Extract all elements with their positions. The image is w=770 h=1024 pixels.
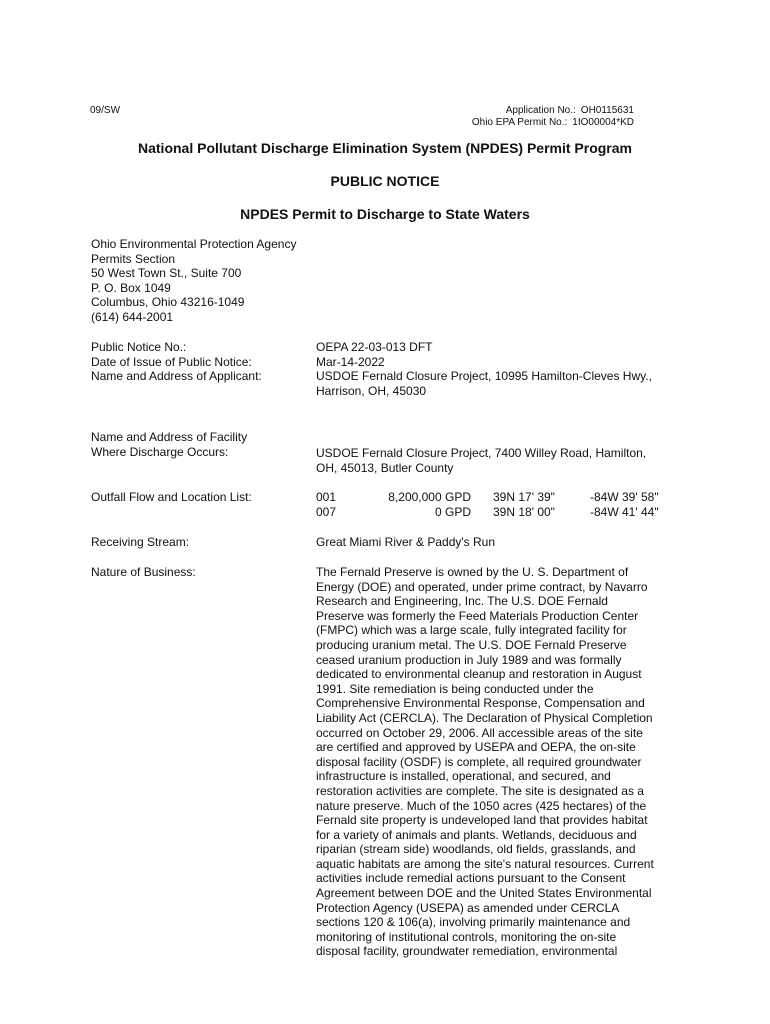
business-description-line: disposal facility, groundwater remediation, environmental: [316, 944, 618, 959]
receiving-stream: Great Miami River & Paddy's Run: [316, 535, 496, 549]
business-description-line: Research and Engineering, Inc. The U.S. DOE Fernald: [316, 594, 608, 609]
business-label: Nature of Business:: [91, 565, 196, 579]
permit-title: NPDES Permit to Discharge to State Waters: [240, 206, 530, 222]
business-description-line: Protection Agency (USEPA) as amended under CERCLA: [316, 900, 620, 915]
outfall-label: Outfall Flow and Location List:: [91, 490, 252, 504]
applicant-label: Name and Address of Applicant:: [91, 369, 262, 384]
business-description-line: occurred on October 29, 2006. All accessible areas of the site: [316, 725, 643, 740]
business-description-line: monitoring of institutional controls, monitoring the on-site: [316, 929, 617, 944]
application-label: Application No.:: [505, 105, 576, 116]
business-description-line: for a variety of animals and plants. Wetlands, deciduous and: [316, 827, 637, 842]
agency-pobox: P. O. Box 1049: [91, 280, 171, 295]
business-description-line: Liability Act (CERCLA). The Declaration of Physical Completion: [316, 710, 653, 725]
business-description-line: aquatic habitats are among the site's natural resources. Current: [316, 856, 654, 871]
business-description-line: activities include remedial actions pursuant to the Consent: [316, 871, 626, 886]
permit-number-line: [472, 117, 634, 129]
business-description: [316, 565, 681, 959]
outfall-flow: 8,200,000 GPD: [388, 490, 471, 504]
business-description-line: infrastructure is installed, operational, and secured, and: [316, 769, 611, 784]
outfall-number: 007: [316, 504, 337, 519]
issue-date-label: Date of Issue of Public Notice:: [91, 354, 252, 369]
application-number: OH0115631: [580, 105, 634, 116]
agency-name: Ohio Environmental Protection Agency: [91, 237, 297, 251]
business-description-line: nature preserve. Much of the 1050 acres (425 hectares) of the: [316, 798, 647, 813]
notice-number-label: [91, 340, 262, 384]
receiving-stream-label: Receiving Stream:: [91, 535, 190, 549]
agency-section: Permits Section: [91, 251, 176, 266]
notice-values: [316, 340, 681, 398]
business-description-line: Agreement between DOE and the United States Environmental: [316, 886, 652, 901]
issue-date: Mar-14-2022: [316, 354, 385, 369]
district-code: 09/SW: [90, 105, 121, 116]
facility-address: [316, 446, 681, 475]
outfall-latitude: 39N 18' 00": [493, 504, 555, 519]
agency-city: Columbus, Ohio 43216-1049: [91, 295, 245, 310]
business-description-line: sections 120 & 106(a), involving primarily maintenance and: [316, 915, 631, 930]
facility-address-line1: USDOE Fernald Closure Project, 7400 Willey Road, Hamilton,: [316, 446, 647, 460]
outfall-row: [316, 505, 681, 520]
business-description-line: Fernald site property is undeveloped land that provides habitat: [316, 813, 648, 828]
business-description-line: (FMPC) which was a large scale, fully integrated facility for: [316, 623, 627, 638]
business-description-line: Comprehensive Environmental Response, Compensation and: [316, 696, 645, 711]
outfall-number: 001: [316, 490, 337, 504]
applicant-address-line2: Harrison, OH, 45030: [316, 383, 427, 398]
business-description-line: disposal facility (OSDF) is complete, all required groundwater: [316, 754, 642, 769]
business-description-line: Preserve was formerly the Feed Materials Production Center: [316, 608, 639, 623]
business-description-line: Energy (DOE) and operated, under prime contract, by Navarro: [316, 579, 648, 594]
outfall-longitude: -84W 41' 44": [590, 504, 659, 519]
agency-address: [91, 237, 296, 325]
outfall-latitude: 39N 17' 39": [493, 490, 555, 504]
outfall-row: [316, 490, 681, 505]
business-description-line: are certified and approved by USEPA and OEPA, the on-site: [316, 740, 636, 755]
business-description-line: producing uranium metal. The U.S. DOE Fernald Preserve: [316, 637, 627, 652]
outfall-longitude: -84W 39' 58": [590, 490, 659, 504]
facility-label: [91, 430, 247, 459]
facility-label-line1: Name and Address of Facility: [91, 430, 248, 444]
business-description-line: dedicated to environmental cleanup and restoration in August: [316, 667, 642, 682]
outfall-list: [316, 490, 681, 519]
public-notice-title: PUBLIC NOTICE: [330, 173, 440, 189]
facility-address-line2: OH, 45013, Butler County: [316, 460, 454, 475]
application-number-line: [472, 105, 634, 117]
business-description-line: The Fernald Preserve is owned by the U. S. Department of: [316, 565, 629, 579]
agency-street: 50 West Town St., Suite 700: [91, 266, 242, 281]
program-title: National Pollutant Discharge Elimination System (NPDES) Permit Program: [138, 140, 632, 156]
facility-label-line2: Where Discharge Occurs:: [91, 444, 229, 459]
business-description-line: ceased uranium production in July 1989 and was formally: [316, 652, 622, 667]
applicant-address-line1: USDOE Fernald Closure Project, 10995 Hamilton-Cleves Hwy.,: [316, 369, 652, 384]
business-description-line: restoration activities are complete. The site is designated as a: [316, 783, 644, 798]
permit-ids: [472, 105, 634, 129]
agency-phone: (614) 644-2001: [91, 309, 174, 324]
permit-label: Ohio EPA Permit No.:: [471, 117, 568, 128]
notice-number-label-text: Public Notice No.:: [91, 340, 187, 354]
business-description-line: riparian (stream side) woodlands, old fields, grasslands, and: [316, 842, 636, 857]
business-description-line: 1991. Site remediation is being conducted under the: [316, 681, 594, 696]
permit-number: 1IO00004*KD: [572, 117, 634, 128]
notice-number: OEPA 22-03-013 DFT: [316, 340, 433, 354]
outfall-flow: 0 GPD: [434, 504, 471, 519]
